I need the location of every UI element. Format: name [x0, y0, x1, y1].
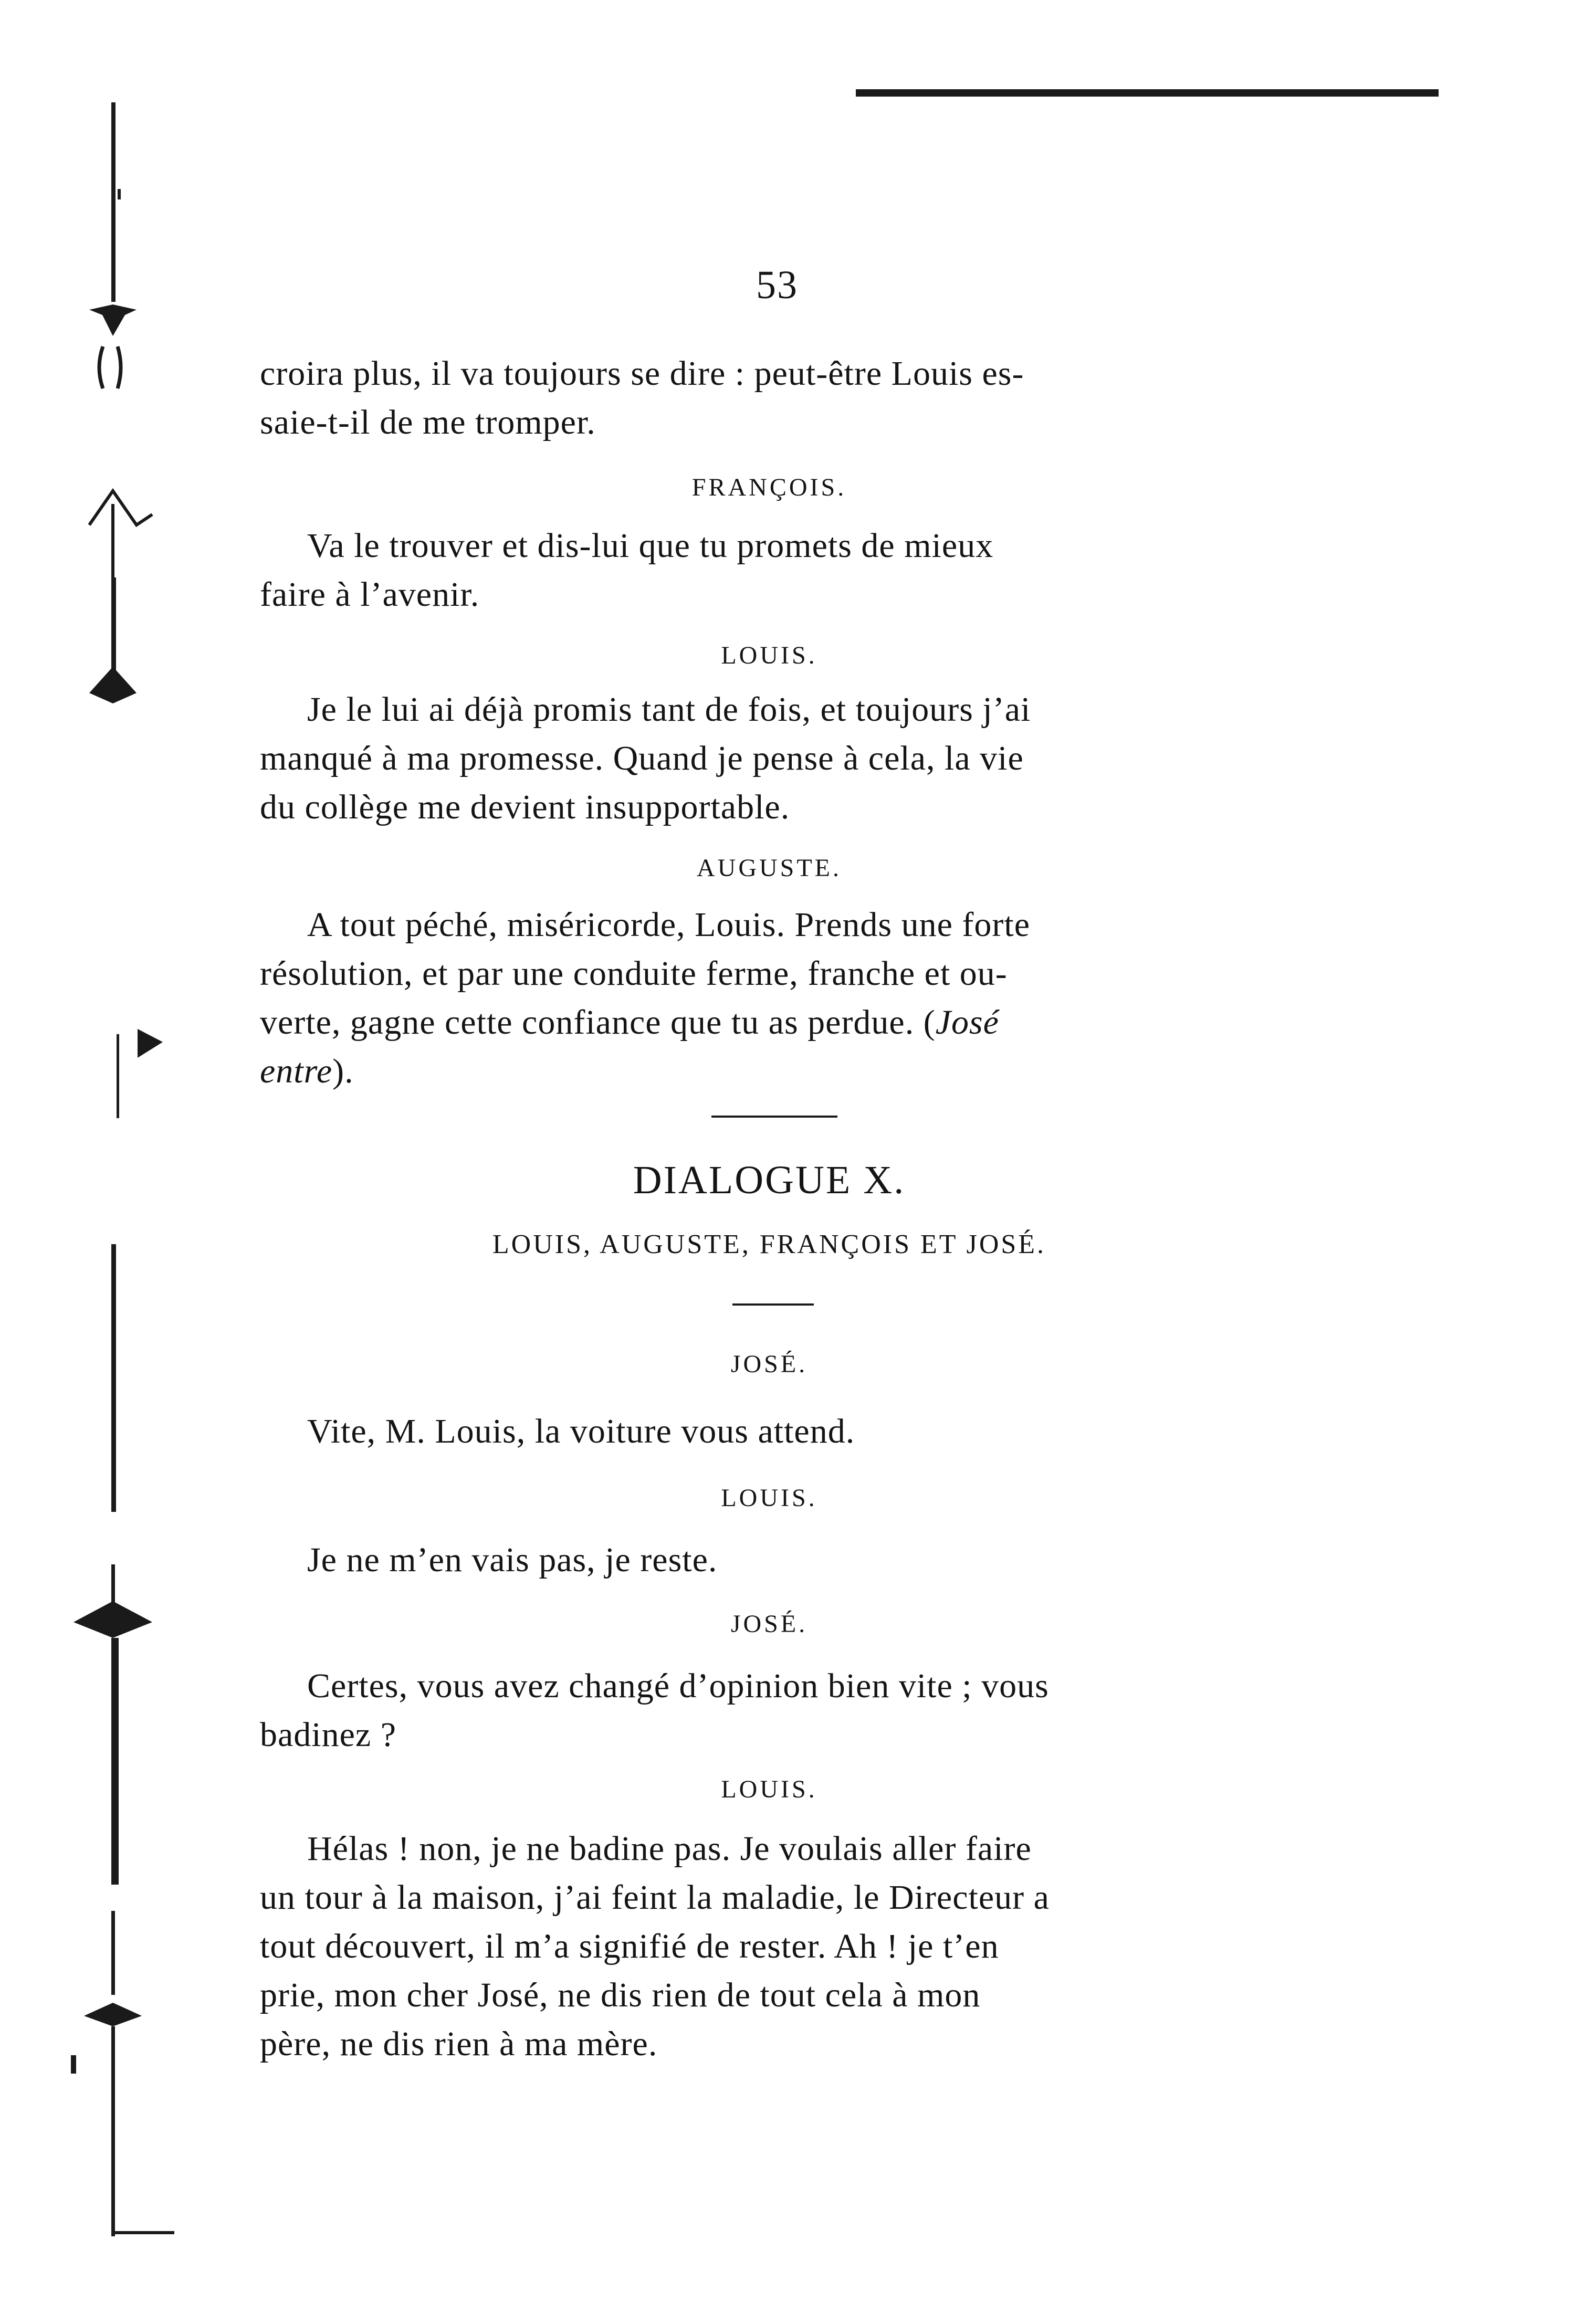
text-line: Certes, vous avez changé d’opinion bien vite ; vous	[307, 1667, 1049, 1705]
dialogue-characters: LOUIS, AUGUSTE, FRANÇOIS ET JOSÉ.	[492, 1229, 1046, 1259]
speaker-francois: FRANÇOIS.	[691, 474, 847, 501]
text-line: Va le trouver et dis-lui que tu promets de mieux	[307, 527, 994, 565]
paragraph-auguste	[260, 900, 1278, 1096]
stage-direction: José	[935, 1003, 999, 1042]
text-segment: ).	[332, 1052, 354, 1090]
text-line: A tout péché, miséricorde, Louis. Prends une forte	[307, 906, 1030, 944]
text-line-with-stage-direction	[260, 998, 1278, 1047]
text-line-with-stage-direction	[260, 1047, 1278, 1096]
text-line: Vite, M. Louis, la voiture vous attend.	[307, 1412, 855, 1450]
paragraph-louis	[260, 685, 1278, 832]
text-line: un tour à la maison, j’ai feint la maladie, le Directeur a	[260, 1878, 1050, 1917]
text-line: saie-t-il de me tromper.	[260, 403, 596, 441]
speaker-louis: LOUIS.	[721, 642, 817, 669]
paragraph-louis	[260, 1536, 1278, 1584]
binding-edge-marks	[0, 0, 179, 2324]
page-number: 53	[756, 263, 798, 307]
paragraph-jose	[260, 1407, 1278, 1456]
top-rule	[856, 89, 1439, 97]
text-line: du collège me devient insupportable.	[260, 788, 790, 826]
text-line: tout découvert, il m’a signifié de rester. Ah ! je t’en	[260, 1927, 999, 1965]
text-line: Je le lui ai déjà promis tant de fois, et toujours j’ai	[307, 690, 1031, 729]
section-divider	[711, 1116, 837, 1118]
speaker-auguste: AUGUSTE.	[697, 854, 842, 882]
text-line: père, ne dis rien à ma mère.	[260, 2025, 658, 2063]
text-line: manqué à ma promesse. Quand je pense à cela, la vie	[260, 739, 1024, 777]
speaker-louis: LOUIS.	[721, 1484, 817, 1512]
speaker-louis: LOUIS.	[721, 1775, 817, 1803]
speaker-jose: JOSÉ.	[730, 1610, 808, 1638]
text-line: résolution, et par une conduite ferme, franche et ou-	[260, 954, 1008, 993]
text-line: Je ne m’en vais pas, je reste.	[307, 1541, 718, 1579]
dialogue-heading: DIALOGUE X.	[633, 1158, 906, 1202]
text-line: Hélas ! non, je ne badine pas. Je voulais aller faire	[307, 1829, 1032, 1868]
paragraph-jose	[260, 1661, 1278, 1759]
text-line: croira plus, il va toujours se dire : peut-être Louis es-	[260, 354, 1024, 393]
stage-direction: entre	[260, 1052, 333, 1090]
text-line: badinez ?	[260, 1716, 397, 1754]
section-divider	[732, 1303, 814, 1306]
paragraph-francois	[260, 521, 1278, 619]
text-line: prie, mon cher José, ne dis rien de tout cela à mon	[260, 1976, 981, 2014]
paragraph-louis-continued	[260, 349, 1278, 447]
text-line: faire à l’avenir.	[260, 575, 480, 614]
speaker-jose: JOSÉ.	[730, 1350, 808, 1378]
text-segment: verte, gagne cette confiance que tu as perdue. (	[260, 1003, 936, 1042]
paragraph-louis	[260, 1824, 1278, 2068]
